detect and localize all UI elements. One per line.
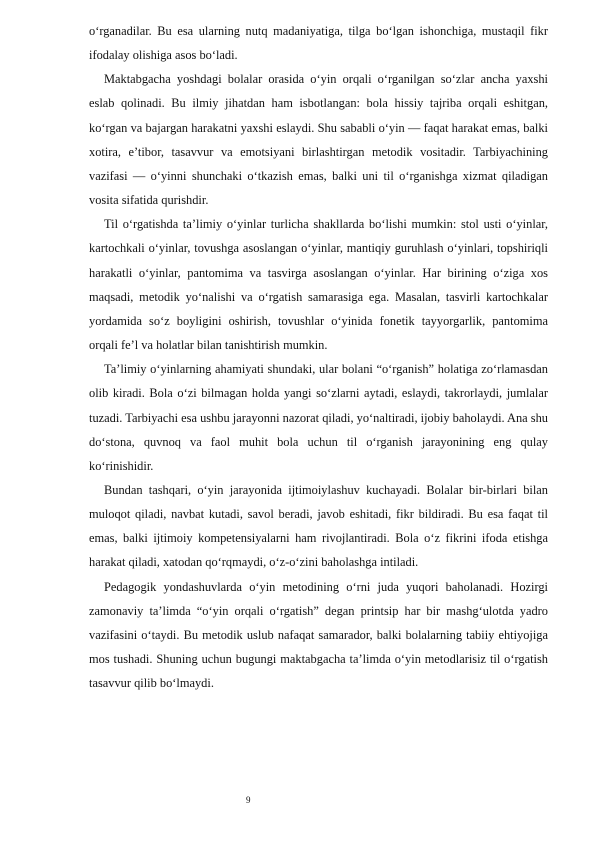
paragraph: Ta’limiy o‘yinlarning ahamiyati shundaki, ular bolani “o‘rganish” holatiga zo‘rlamasdan olib kiradi. Bola o‘zi bilmagan holda yangi so‘zlarni aytadi, eslaydi, takrorlaydi, jumlalar tuzadi. Tarbiyachi esa ushbu jarayonni nazorat qiladi, yo‘naltiradi, ijobiy baholaydi. Ana shu do‘stona, quvnoq va faol muhit bola uchun til o‘rganish jarayonining eng qulay ko‘rinishidir. — [89, 362, 548, 473]
document-page — [89, 19, 548, 695]
paragraph: Bundan tashqari, o‘yin jarayonida ijtimoiylashuv kuchayadi. Bolalar bir-birlari bilan muloqot qiladi, navbat kutadi, savol beradi, javob eshitadi, fikr bildiradi. Bu esa faqat til emas, balki ijtimoiy kompetensiyalarni ham rivojlantiradi. Bola o‘z fikrini ifoda etishga harakat qiladi, xatodan qo‘rqmaydi, o‘z-o‘zini baholashga intiladi. — [89, 482, 548, 570]
page-number: 9 — [246, 795, 251, 805]
paragraph: Til o‘rgatishda ta’limiy o‘yinlar turlicha shakllarda bo‘lishi mumkin: stol usti o‘yinlar, kartochkali o‘yinlar, tovushga asoslangan o‘yinlar, mantiqiy guruhlash o‘yinlari, topshiriqli harakatli o‘yinlar, pantomima va tasvirga asoslangan o‘yinlar. Har birining o‘ziga xos maqsadi, metodik yo‘nalishi va o‘rgatish samarasiga ega. Masalan, tasvirli kartochkalar yordamida so‘z boyligini oshirish, tovushlar o‘yinida fonetik tayyorgarlik, pantomima orqali fe’l va holatlar bilan tanishtirish mumkin. — [89, 217, 548, 353]
paragraph: Maktabgacha yoshdagi bolalar orasida o‘yin orqali o‘rganilgan so‘zlar ancha yaxshi eslab qolinadi. Bu ilmiy jihatdan ham isbotlangan: bola hissiy tajriba orqali eshitgan, ko‘rgan va bajargan harakatni yaxshi eslaydi. Shu sababli o‘yin — faqat harakat emas, balki xotira, e’tibor, tasavvur va emotsiyani birlashtirgan metodik vositadir. Tarbiyachining vazifasi — o‘yinni shunchaki o‘tkazish emas, balki uni til o‘rganishga xizmat qiladigan vosita sifatida qurishdir. — [89, 72, 548, 208]
paragraph-continuation: o‘rganadilar. Bu esa ularning nutq madaniyatiga, tilga bo‘lgan ishonchiga, mustaqil fikr ifodalay olishiga asos bo‘ladi. — [89, 24, 548, 63]
paragraph: Pedagogik yondashuvlarda o‘yin metodining o‘rni juda yuqori baholanadi. Hozirgi zamonaviy ta’limda “o‘yin orqali o‘rgatish” degan printsip har bir mashg‘ulotda yadro vazifasini o‘taydi. Bu metodik uslub nafaqat samarador, balki bolalarning tabiiy ehtiyojiga mos tushadi. Shuning uchun bugungi maktabgacha ta’limda o‘yin metodlarisiz til o‘rgatish tasavvur qilib bo‘lmaydi. — [89, 579, 548, 691]
